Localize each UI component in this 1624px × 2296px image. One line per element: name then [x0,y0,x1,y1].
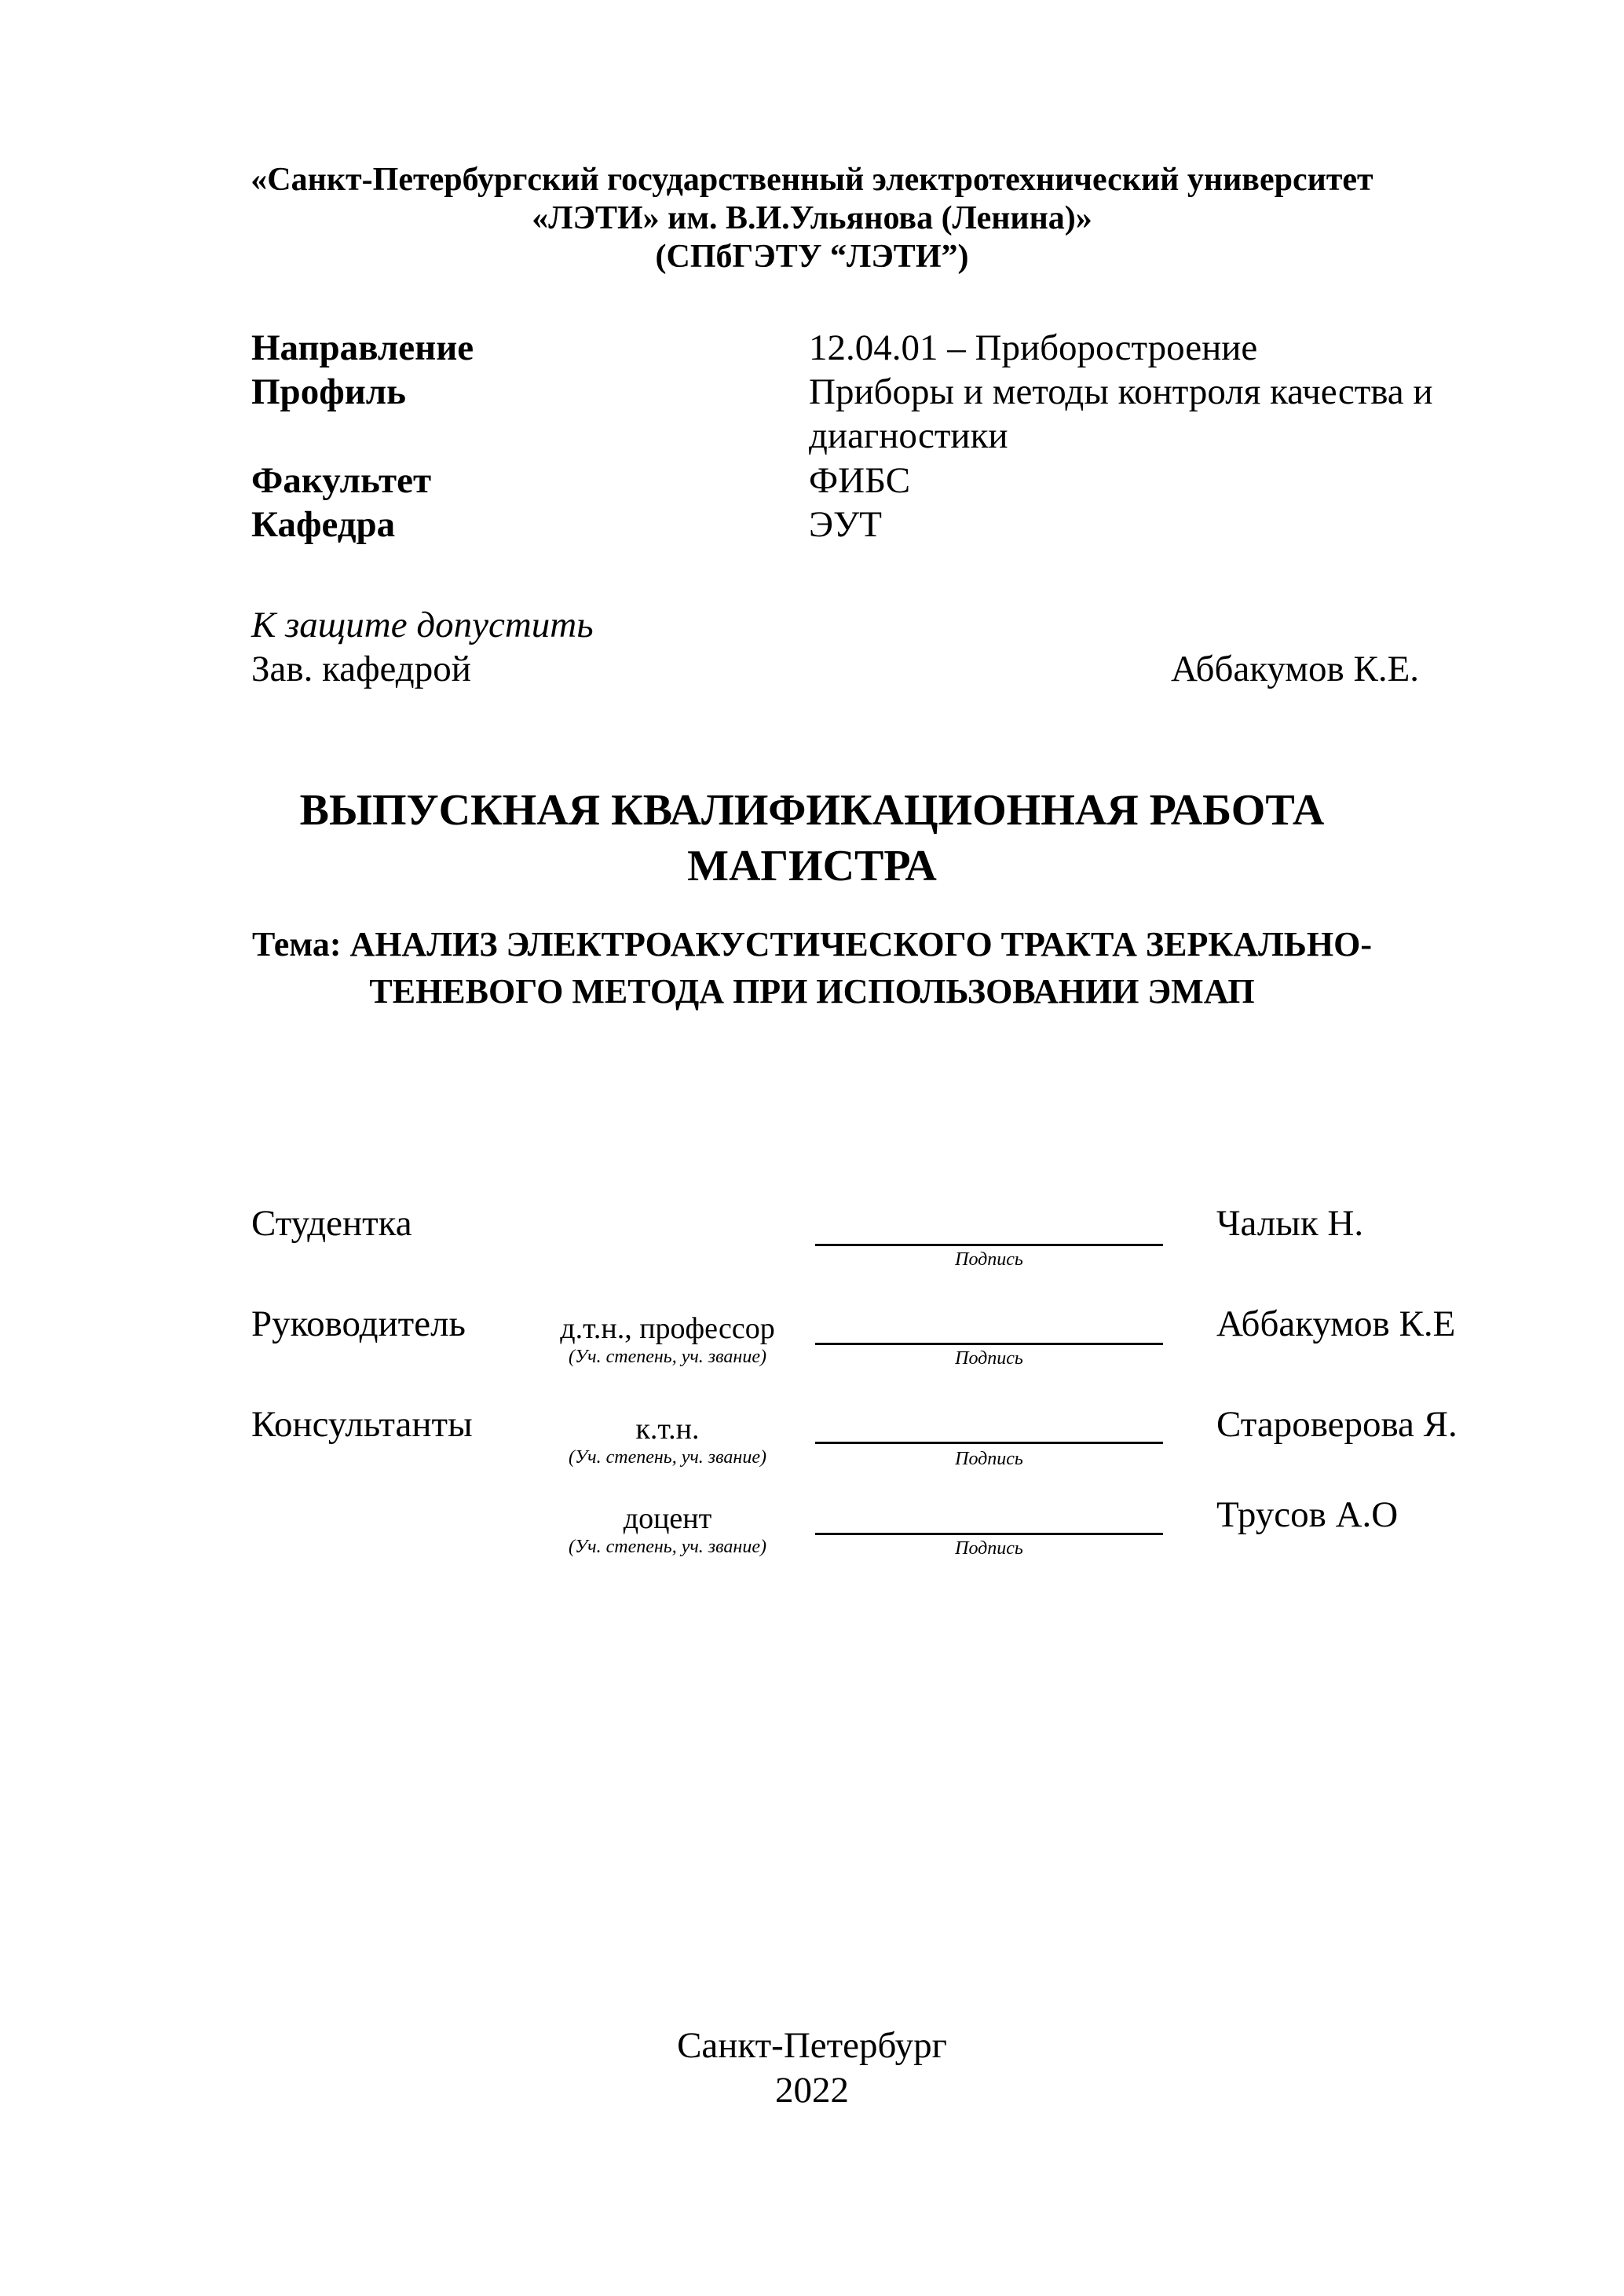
signature-caption: Подпись [955,1348,1023,1369]
approval-note: К защите допустить [251,605,594,645]
department-value: ЭУТ [809,504,883,545]
degree-caption: (Уч. степень, уч. звание) [569,1347,766,1367]
title-line2: МАГИСТРА [687,842,937,890]
consultant2-name: Трусов А.О [1216,1494,1399,1535]
department-label: Кафедра [251,504,396,545]
supervisor-name: Аббакумов К.Е [1216,1303,1456,1344]
profile-value-cont: диагностики [809,415,1008,456]
university-abbreviation: (СПбГЭТУ “ЛЭТИ”) [655,239,969,275]
degree-caption: (Уч. степень, уч. звание) [569,1537,766,1557]
profile-value: Приборы и методы контроля качества и [809,371,1433,412]
approval-role: Зав. кафедрой [251,649,471,689]
signature-line [815,1442,1163,1444]
direction-label: Направление [251,327,474,368]
topic-text-line1: АНАЛИЗ ЭЛЕКТРОАКУСТИЧЕСКОГО ТРАКТА ЗЕРКАЛЬНО- [349,925,1372,963]
signature-caption: Подпись [955,1249,1023,1270]
supervisor-role: Руководитель [251,1303,466,1344]
topic-line1 [0,927,1624,962]
signature-line [815,1533,1163,1535]
faculty-label: Факультет [251,460,432,501]
student-role: Студентка [251,1203,412,1244]
profile-label: Профиль [251,371,407,412]
consultant1-degree: к.т.н. [635,1413,700,1446]
signature-caption: Подпись [955,1538,1023,1559]
signature-caption: Подпись [955,1449,1023,1469]
topic-text-line2: ТЕНЕВОГО МЕТОДА ПРИ ИСПОЛЬЗОВАНИИ ЭМАП [369,972,1255,1011]
footer-city: Санкт-Петербург [677,2025,947,2066]
consultant2-degree: доцент [623,1502,712,1535]
university-name-line1: «Санкт-Петербургский государственный электротехнический университет [251,162,1373,198]
approval-name: Аббакумов К.Е. [1171,649,1420,689]
consultants-role: Консультанты [251,1404,473,1445]
consultant1-name: Староверова Я. [1216,1404,1458,1445]
signature-line [815,1343,1163,1345]
signature-line [815,1244,1163,1246]
university-name-line2: «ЛЭТИ» им. В.И.Ульянова (Ленина)» [532,200,1092,236]
topic-label: Тема: [252,925,342,963]
title-line1: ВЫПУСКНАЯ КВАЛИФИКАЦИОННАЯ РАБОТА [299,786,1325,835]
supervisor-degree: д.т.н., профессор [560,1312,775,1345]
faculty-value: ФИБС [809,460,911,501]
direction-value: 12.04.01 – Приборостроение [809,327,1258,368]
student-name: Чалык Н. [1216,1203,1364,1244]
footer-year: 2022 [775,2070,849,2111]
degree-caption: (Уч. степень, уч. звание) [569,1447,766,1468]
